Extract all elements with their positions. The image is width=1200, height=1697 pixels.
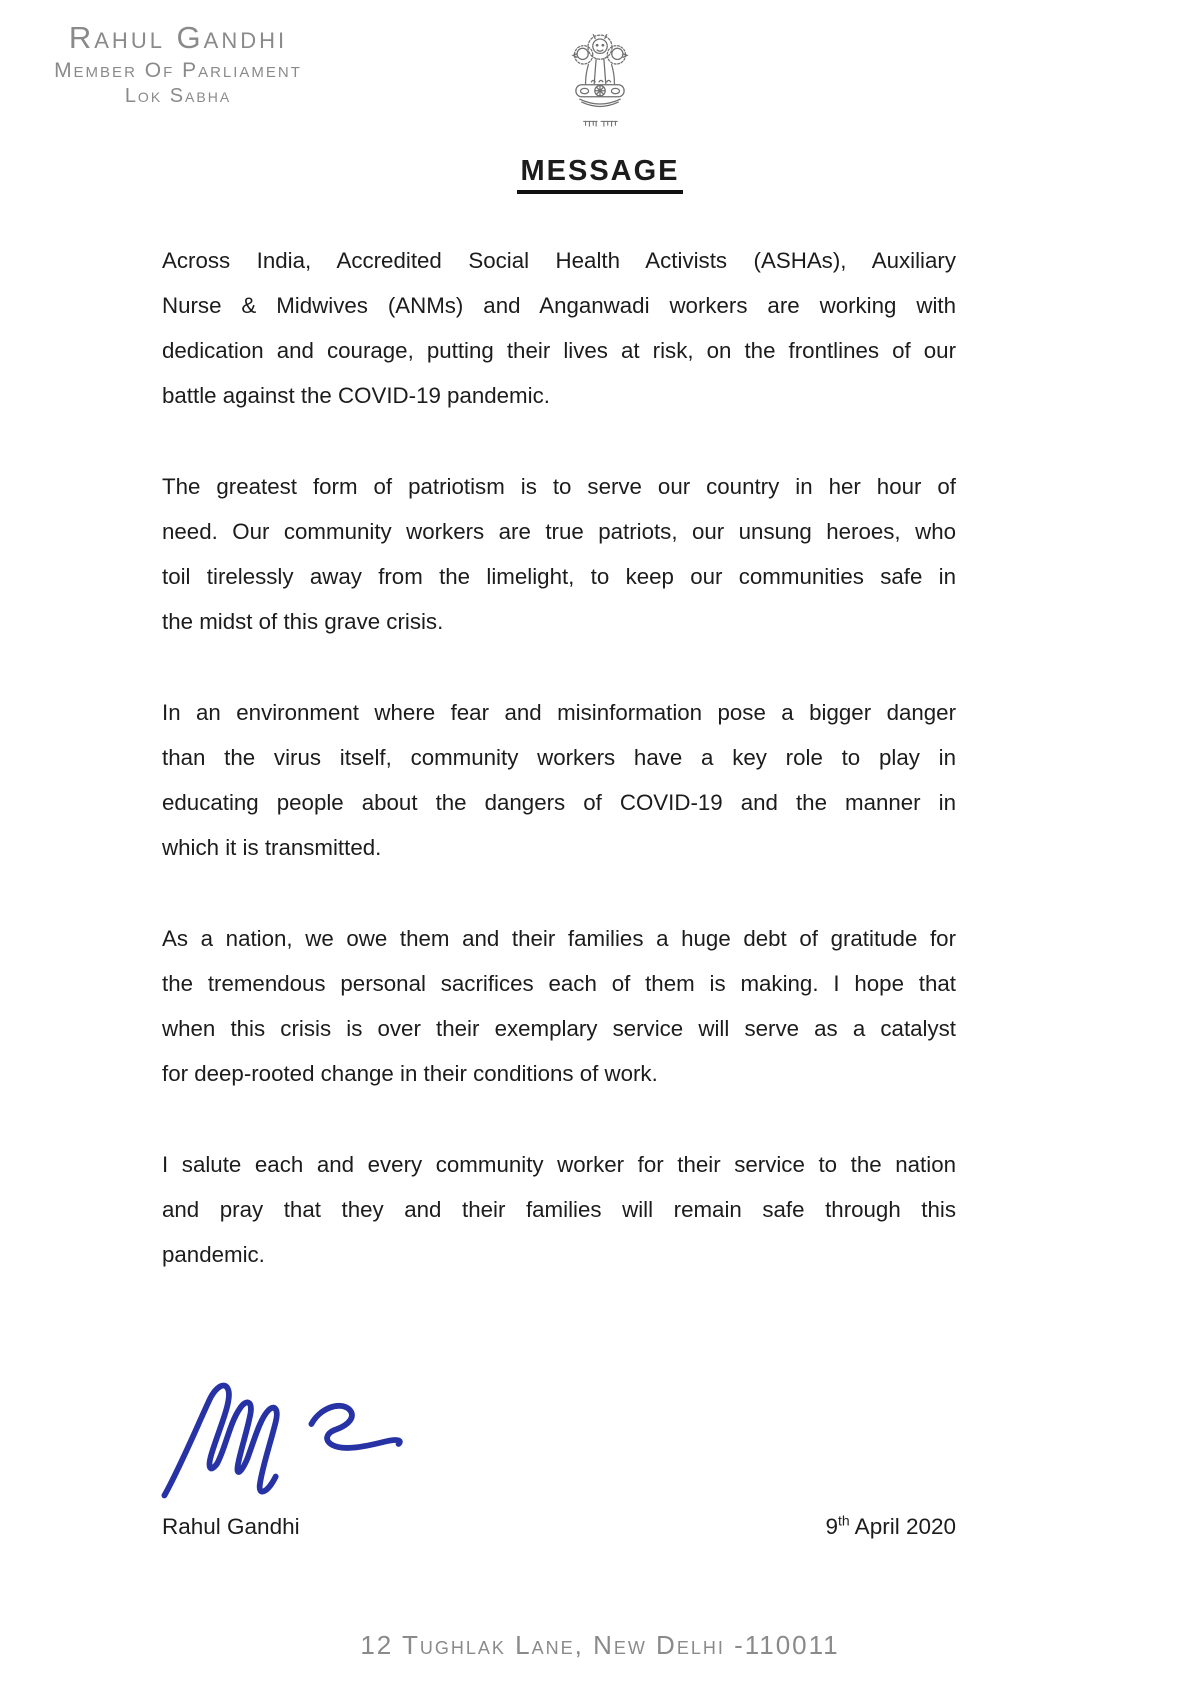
national-emblem-of-india-icon: [550, 24, 650, 132]
text-line: and pray that they and their families will remain safe through this: [162, 1197, 956, 1222]
emblem-motto: [584, 121, 618, 126]
text-line: educating people about the dangers of COVID-19 and the manner in: [162, 790, 956, 815]
date-day: 9: [825, 1514, 838, 1539]
letter-date: [825, 1512, 956, 1542]
letterhead: [52, 20, 304, 108]
text-line: the midst of this grave crisis.: [162, 609, 444, 634]
paragraph: [162, 916, 956, 1096]
text-line: Nurse & Midwives (ANMs) and Anganwadi workers are working with: [162, 293, 956, 318]
letterhead-name: Rahul Gandhi: [68, 20, 288, 55]
signoff-row: [162, 1512, 956, 1542]
text-line: Across India, Accredited Social Health Activists (ASHAs), Auxiliary: [162, 248, 956, 273]
title-wrap: [0, 155, 1200, 194]
text-line: need. Our community workers are true patriots, our unsung heroes, who: [162, 519, 956, 544]
text-line: battle against the COVID-19 pandemic.: [162, 383, 550, 408]
text-line: dedication and courage, putting their lives at risk, on the frontlines of our: [162, 338, 956, 363]
date-rest: April 2020: [849, 1514, 956, 1539]
text-line: As a nation, we owe them and their families a huge debt of gratitude for: [162, 926, 956, 951]
letterhead-house: Lok Sabha: [124, 84, 232, 107]
paragraph: [162, 464, 956, 644]
signature-handwriting: [156, 1368, 408, 1500]
date-ordinal-suffix: th: [837, 1512, 850, 1529]
text-line: the tremendous personal sacrifices each of them is making. I hope that: [162, 971, 956, 996]
paragraph: [162, 238, 956, 418]
paragraph: [162, 690, 956, 870]
letter-body: [162, 238, 956, 1323]
text-line: The greatest form of patriotism is to serve our country in her hour of: [162, 474, 956, 499]
paragraph: [162, 1142, 956, 1277]
text-line: pandemic.: [162, 1242, 265, 1267]
text-line: than the virus itself, community workers have a key role to play in: [162, 745, 956, 770]
letterhead-role: Member Of Parliament: [54, 58, 302, 82]
text-line: for deep-rooted change in their conditions of work.: [162, 1061, 658, 1086]
text-line: which it is transmitted.: [162, 835, 382, 860]
message-title: MESSAGE: [517, 155, 682, 194]
text-line: In an environment where fear and misinformation pose a bigger danger: [162, 700, 956, 725]
text-line: toil tirelessly away from the limelight, to keep our communities safe in: [162, 564, 956, 589]
footer-address: 12 Tughlak Lane, New Delhi -110011: [360, 1630, 840, 1660]
text-line: when this crisis is over their exemplary service will serve as a catalyst: [162, 1016, 956, 1041]
text-line: I salute each and every community worker for their service to the nation: [162, 1152, 956, 1177]
signer-name: Rahul Gandhi: [162, 1514, 300, 1539]
